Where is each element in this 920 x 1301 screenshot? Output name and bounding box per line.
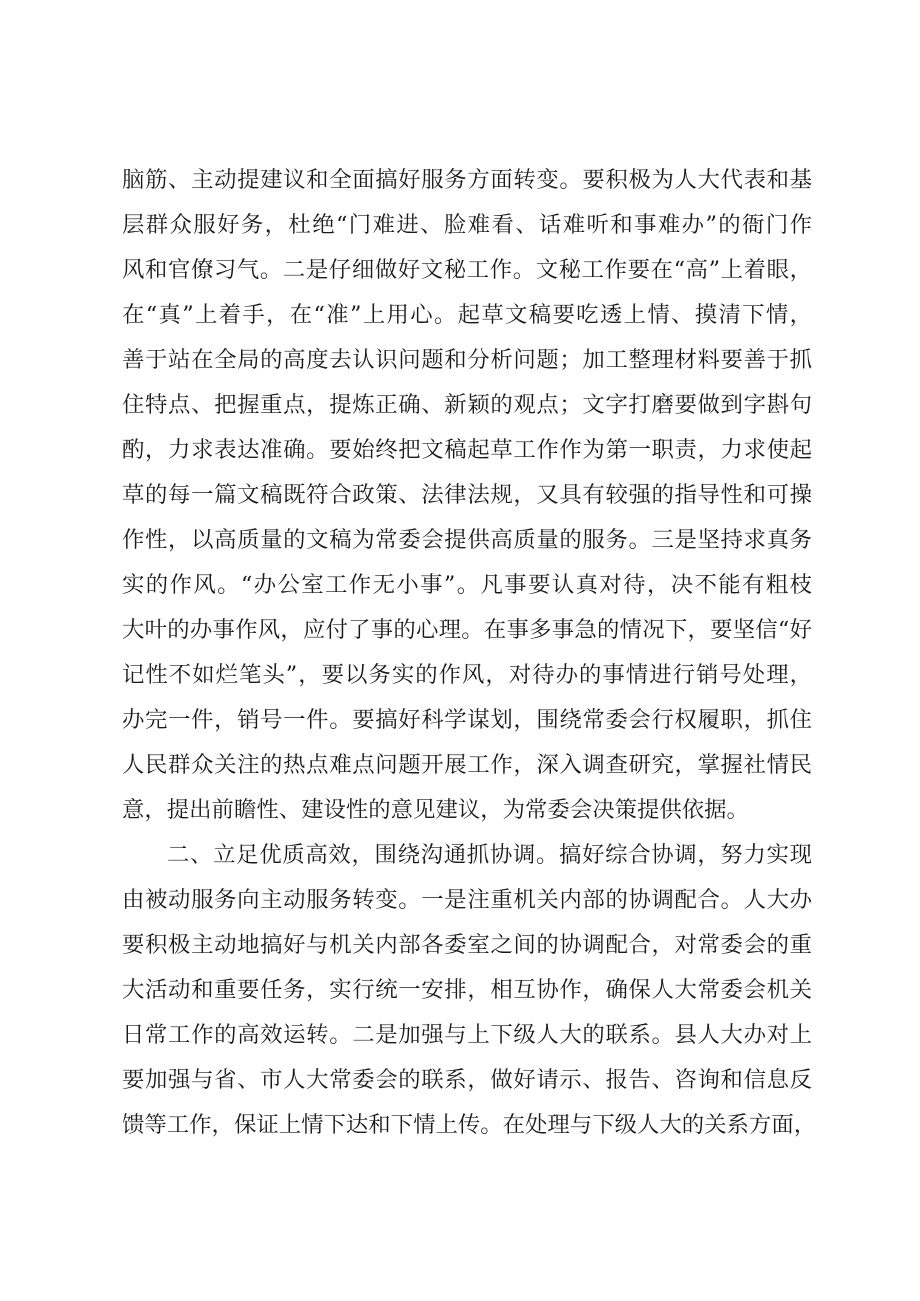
text-line: 大叶的办事作风，应付了事的心理。在事多事急的情况下，要坚信“好 bbox=[122, 617, 812, 643]
text-line: 层群众服好务，杜绝“门难进、脸难看、话难听和事难办”的衙门作 bbox=[122, 212, 812, 238]
text-line: 风和官僚习气。二是仔细做好文秘工作。文秘工作要在“高”上着眼， bbox=[122, 257, 812, 283]
text-line: 草的每一篇文稿既符合政策、法律法规，又具有较强的指导性和可操 bbox=[122, 482, 812, 508]
text-line: 善于站在全局的高度去认识问题和分析问题；加工整理材料要善于抓 bbox=[122, 347, 812, 373]
text-line: 脑筋、主动提建议和全面搞好服务方面转变。要积极为人大代表和基 bbox=[122, 167, 812, 193]
text-line: 馈等工作，保证上情下达和下情上传。在处理与下级人大的关系方面， bbox=[122, 1112, 817, 1138]
text-line: 意，提出前瞻性、建设性的意见建议，为常委会决策提供依据。 bbox=[122, 797, 749, 823]
text-line: 由被动服务向主动服务转变。一是注重机关内部的协调配合。人大办 bbox=[122, 887, 812, 913]
text-line: 要加强与省、市人大常委会的联系，做好请示、报告、咨询和信息反 bbox=[122, 1067, 812, 1093]
text-line: 二、立足优质高效，围绕沟通抓协调。搞好综合协调，努力实现 bbox=[167, 842, 812, 868]
text-line: 酌，力求表达准确。要始终把文稿起草工作作为第一职责，力求使起 bbox=[122, 437, 812, 463]
text-line: 记性不如烂笔头”，要以务实的作风，对待办的事情进行销号处理， bbox=[122, 662, 812, 688]
text-line: 在“真”上着手，在“准”上用心。起草文稿要吃透上情、摸清下情， bbox=[122, 302, 812, 328]
text-line: 作性，以高质量的文稿为常委会提供高质量的服务。三是坚持求真务 bbox=[122, 527, 812, 553]
text-line: 人民群众关注的热点难点问题开展工作，深入调查研究，掌握社情民 bbox=[122, 752, 812, 778]
document-body bbox=[122, 158, 817, 1148]
text-line: 大活动和重要任务，实行统一安排，相互协作，确保人大常委会机关 bbox=[122, 977, 812, 1003]
text-line: 实的作风。“办公室工作无小事”。凡事要认真对待，决不能有粗枝 bbox=[122, 572, 812, 598]
text-line: 办完一件，销号一件。要搞好科学谋划，围绕常委会行权履职，抓住 bbox=[122, 707, 812, 733]
paragraph-1 bbox=[122, 158, 812, 833]
text-line: 住特点、把握重点，提炼正确、新颖的观点；文字打磨要做到字斟句 bbox=[122, 392, 812, 418]
text-line: 日常工作的高效运转。二是加强与上下级人大的联系。县人大办对上 bbox=[122, 1022, 812, 1048]
text-line: 要积极主动地搞好与机关内部各委室之间的协调配合，对常委会的重 bbox=[122, 932, 812, 958]
paragraph-2 bbox=[122, 833, 817, 1148]
